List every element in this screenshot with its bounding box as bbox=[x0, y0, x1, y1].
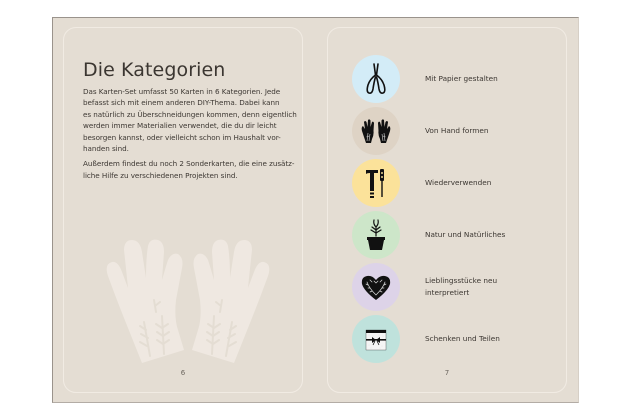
category-label: Mit Papier gestalten bbox=[425, 74, 498, 84]
text-line: es natürlich zu Überschneidungen kommen, denn eigentlich bbox=[83, 109, 297, 119]
right-page-card bbox=[327, 27, 567, 393]
text-line: liche Hilfe zu verschiedenen Projekten sind. bbox=[83, 170, 238, 180]
paragraph-2 bbox=[83, 158, 305, 181]
page-title: Die Kategorien bbox=[83, 59, 226, 81]
text-line: Das Karten-Set umfasst 50 Karten in 6 Kategorien. Jede bbox=[83, 87, 281, 96]
category-label: Wiederverwenden bbox=[425, 178, 492, 188]
hammer-screwdriver-icon bbox=[358, 165, 394, 201]
category-item-reuse bbox=[352, 159, 562, 207]
gloves-illustration bbox=[102, 238, 274, 366]
category-circle bbox=[352, 107, 400, 155]
page-number-left: 6 bbox=[180, 369, 186, 377]
category-item-favorites bbox=[352, 263, 562, 311]
category-circle bbox=[352, 263, 400, 311]
paragraph-1 bbox=[83, 86, 305, 154]
category-label: Natur und Natürliches bbox=[425, 230, 506, 240]
category-circle bbox=[352, 315, 400, 363]
category-label bbox=[425, 275, 535, 298]
potted-plant-icon bbox=[358, 217, 394, 253]
page-number-right: 7 bbox=[444, 369, 450, 377]
scissors-icon bbox=[358, 61, 394, 97]
text-line: besorgen kannst, oder vielleicht schon im Haushalt vor- bbox=[83, 132, 281, 142]
intro-text bbox=[83, 86, 305, 185]
category-item-gifting bbox=[352, 315, 562, 363]
category-item-hand bbox=[352, 107, 562, 155]
left-page-card bbox=[63, 27, 303, 393]
category-item-paper bbox=[352, 55, 562, 103]
gift-box-icon bbox=[358, 321, 394, 357]
label-line: Lieblingsstücke neu bbox=[425, 276, 498, 286]
category-circle bbox=[352, 55, 400, 103]
text-line: handen sind. bbox=[83, 144, 129, 154]
category-label: Von Hand formen bbox=[425, 126, 489, 136]
text-line: Außerdem findest du noch 2 Sonderkarten, die eine zusätz- bbox=[83, 159, 295, 169]
text-line: befasst sich mit einem anderen DIY-Thema. Dabei kann bbox=[83, 98, 280, 108]
gloves-icon bbox=[358, 113, 394, 149]
label-line: interpretiert bbox=[425, 288, 470, 297]
text-line: werden immer Materialien verwendet, die du dir leicht bbox=[83, 121, 277, 131]
category-circle bbox=[352, 211, 400, 259]
category-label: Schenken und Teilen bbox=[425, 334, 500, 344]
category-item-nature bbox=[352, 211, 562, 259]
heart-icon bbox=[358, 269, 394, 305]
book-spread bbox=[52, 17, 579, 403]
category-circle bbox=[352, 159, 400, 207]
category-list bbox=[328, 28, 566, 392]
